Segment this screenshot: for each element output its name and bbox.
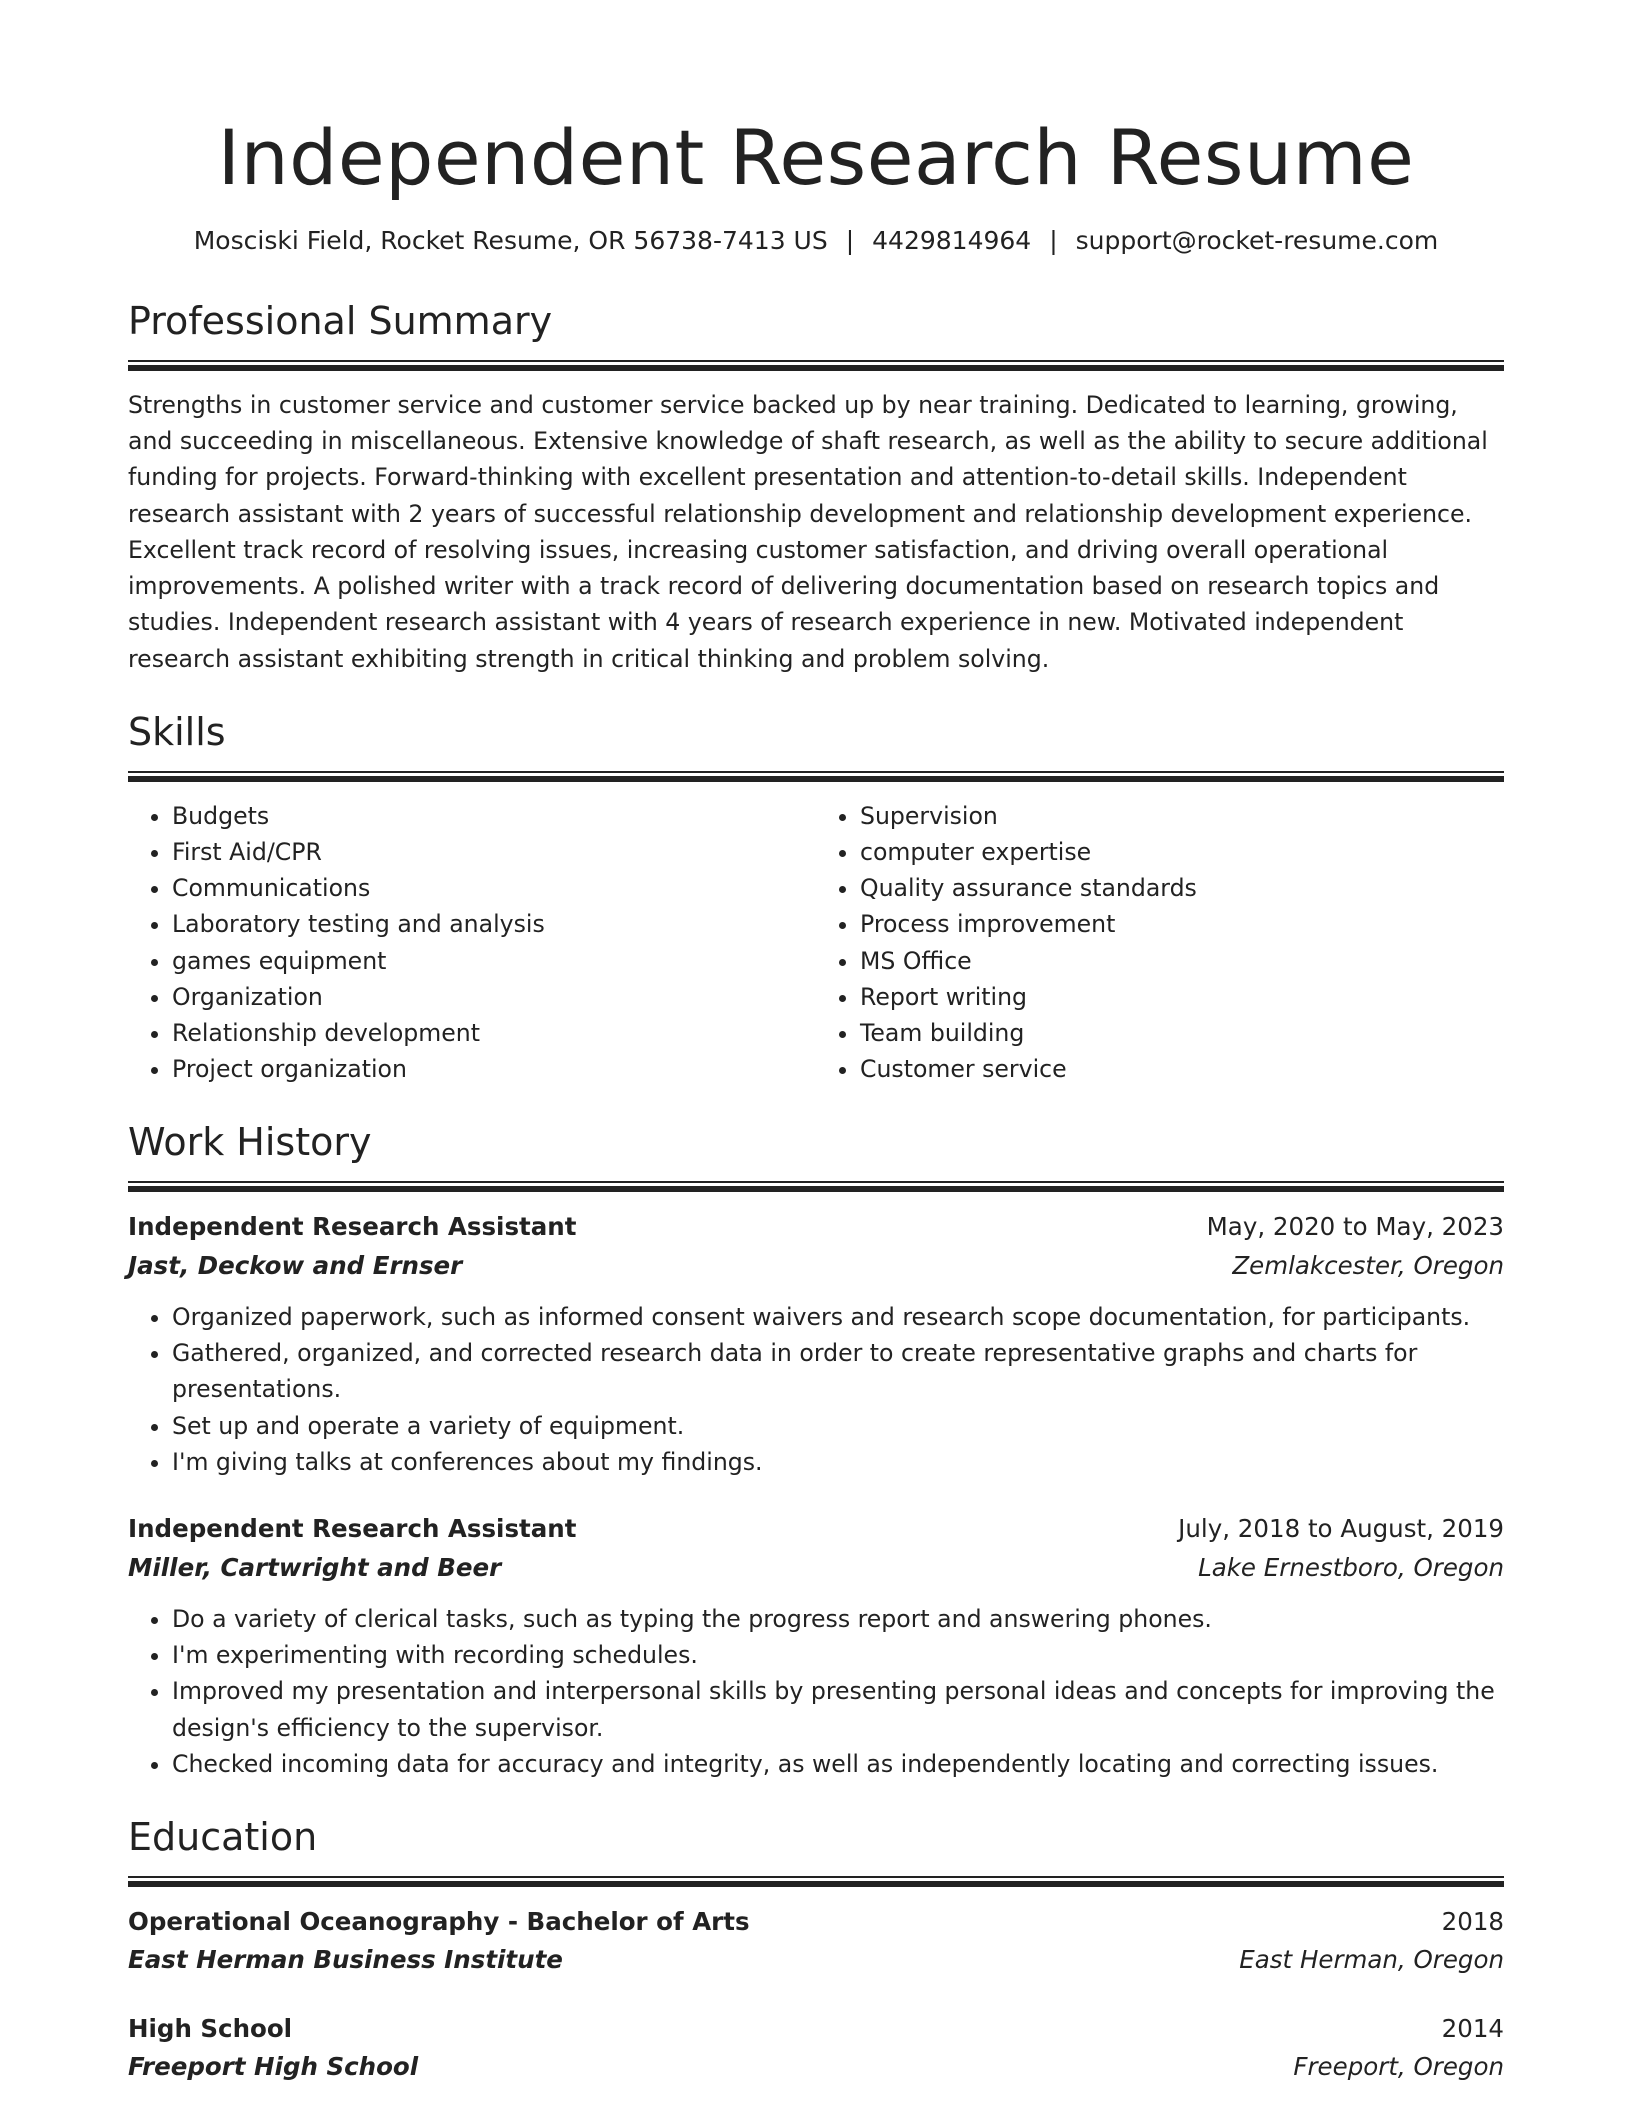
job-bullets [128,1299,1504,1480]
skill-item: • Communications [172,870,816,906]
job-bullet: • Set up and operate a variety of equipment. [172,1408,1504,1444]
skills-columns [128,798,1504,1088]
job-bullet: • I'm experimenting with recording schedules. [172,1637,1504,1673]
job-company: Jast, Deckow and Ernser [128,1250,463,1280]
job-bullet: • Gathered, organized, and corrected research data in order to create representative graphs and charts for presentations. [172,1335,1504,1407]
education-year: 2014 [1441,2013,1504,2043]
contact-separator: | [1049,226,1058,255]
section-divider [128,1876,1504,1887]
skill-item: • Quality assurance standards [860,870,1504,906]
summary-section [128,300,1504,677]
resume-title: Independent Research Resume [217,113,1415,202]
job-dates: May, 2020 to May, 2023 [1206,1212,1504,1242]
skill-item: • Laboratory testing and analysis [172,906,816,942]
skill-item: • Team building [860,1015,1504,1051]
education-location: Freeport, Oregon [1293,2052,1504,2082]
contact-phone: 4429814964 [872,226,1032,255]
summary-text: Strengths in customer service and customer service backed up by near training. Dedicated to learning, growing, and succeeding in miscellaneous. Extensive knowledge of shaft research, as well as the ability to secure additional funding for projects. Forward-thinking with excellent presentation and attention-to-detail skills. Independent research assistant with 2 years of successful relationship development and relationship development experience. Excellent track record of resolving issues, increasing customer satisfaction, and driving overall operational improvements. A polished writer with a track record of delivering documentation based on research topics and studies. Independent research assistant with 4 years of research experience in new. Motivated independent research assistant exhibiting strength in critical thinking and problem solving. [128,390,1488,673]
education-degree: Operational Oceanography - Bachelor of Arts [128,1906,750,1936]
job-dates: July, 2018 to August, 2019 [1178,1514,1504,1544]
job-company: Miller, Cartwright and Beer [128,1552,502,1582]
work-history-heading: Work History [128,1120,372,1165]
job-title: Independent Research Assistant [128,1514,577,1544]
education-year: 2018 [1441,1906,1504,1936]
skill-item: • computer expertise [860,834,1504,870]
job-bullet: • Improved my presentation and interpersonal skills by presenting personal ideas and concepts for improving the design's efficiency to the supervisor. [172,1673,1504,1745]
skill-item: • games equipment [172,943,816,979]
job-bullet: • Organized paperwork, such as informed consent waivers and research scope documentation, for participants. [172,1299,1504,1335]
education-entry [128,2010,1504,2087]
education-section [128,1816,1504,2087]
skill-item: • MS Office [860,943,1504,979]
job-title: Independent Research Assistant [128,1212,577,1242]
skills-list-right [816,798,1504,1088]
job-location: Lake Ernestboro, Oregon [1198,1552,1504,1582]
skill-item: • Project organization [172,1051,816,1087]
job-bullet: • Do a variety of clerical tasks, such as typing the progress report and answering phones. [172,1601,1504,1637]
education-school: Freeport High School [128,2052,419,2082]
skill-item: • Supervision [860,798,1504,834]
education-heading: Education [128,1815,318,1860]
education-degree: High School [128,2013,293,2043]
skills-heading: Skills [128,710,226,755]
skill-item: • First Aid/CPR [172,834,816,870]
job-bullet: • I'm giving talks at conferences about my findings. [172,1444,1504,1480]
job-bullets [128,1601,1504,1782]
section-divider [128,771,1504,782]
skills-section [128,711,1504,1087]
contact-line [128,226,1504,256]
skill-item: • Budgets [172,798,816,834]
contact-separator: | [845,226,855,255]
skill-item: • Process improvement [860,906,1504,942]
job-location: Zemlakcester, Oregon [1232,1250,1504,1280]
contact-email: support@rocket-resume.com [1075,226,1439,255]
education-school: East Herman Business Institute [128,1945,563,1975]
education-location: East Herman, Oregon [1239,1945,1504,1975]
skill-item: • Organization [172,979,816,1015]
skill-item: • Relationship development [172,1015,816,1051]
summary-heading: Professional Summary [128,299,553,343]
contact-address: Mosciski Field, Rocket Resume, OR 56738-7413 US [193,226,828,255]
work-history-section [128,1121,1504,1782]
education-entry [128,1903,1504,1980]
section-divider [128,360,1504,371]
skill-item: • Report writing [860,979,1504,1015]
job-bullet: • Checked incoming data for accuracy and integrity, as well as independently locating and correcting issues. [172,1746,1504,1782]
skill-item: • Customer service [860,1051,1504,1087]
job-entry [128,1510,1504,1782]
section-divider [128,1181,1504,1192]
skills-list-left [128,798,816,1088]
job-entry [128,1208,1504,1480]
